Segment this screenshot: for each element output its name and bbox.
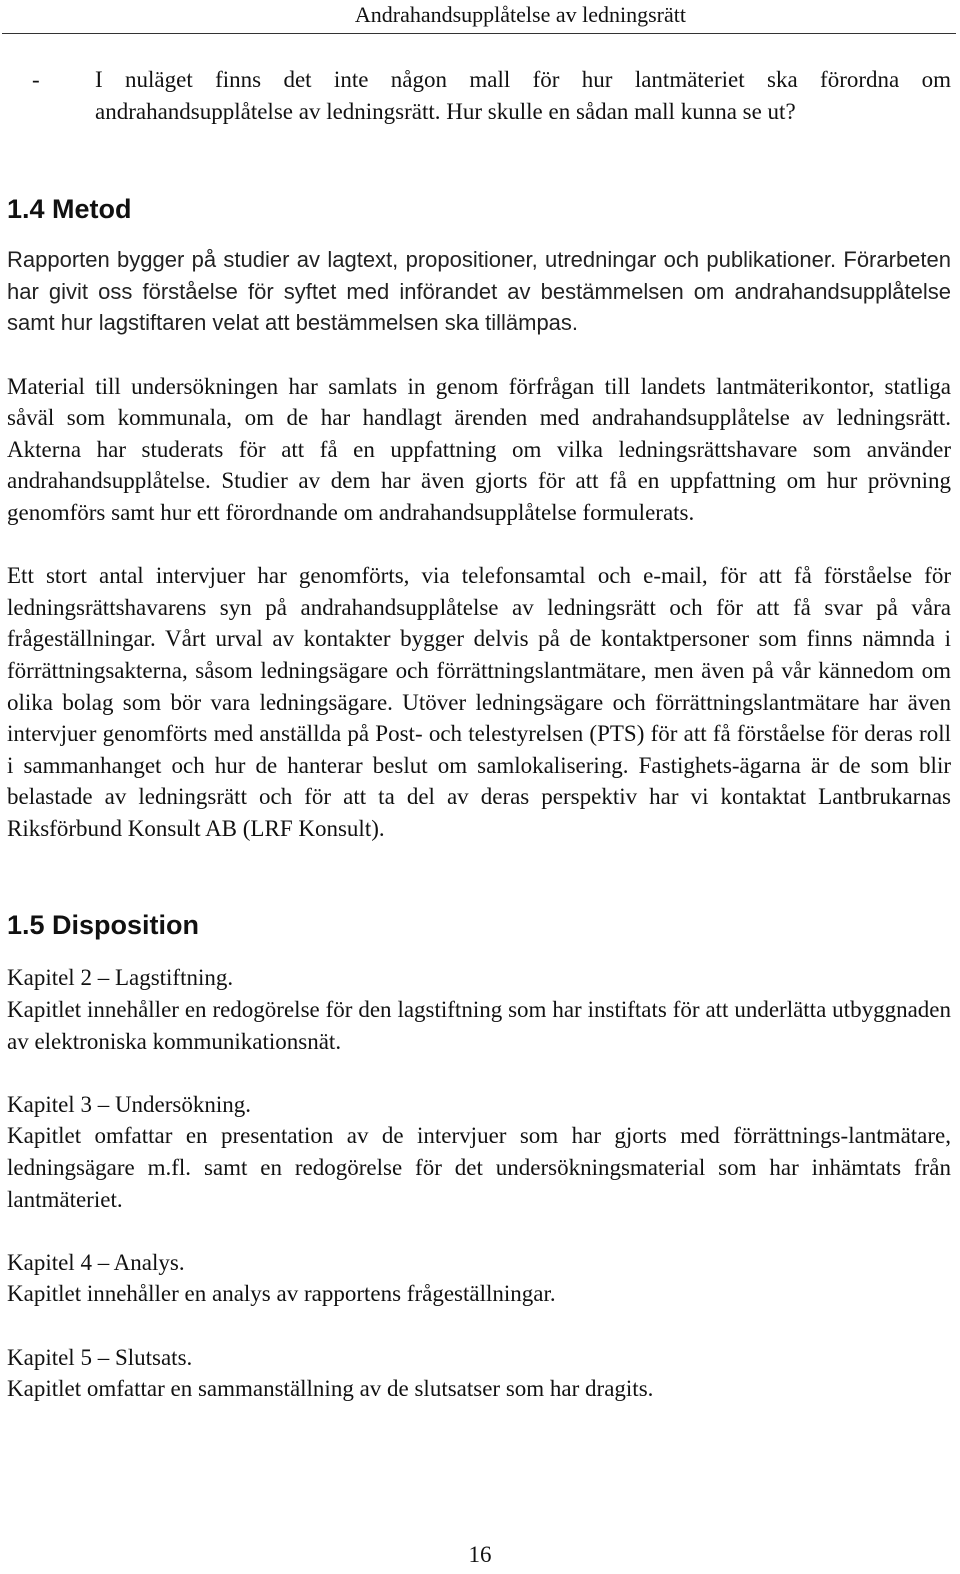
chapter-entry bbox=[7, 1089, 951, 1215]
bullet-text: I nuläget finns det inte någon mall för hur lantmäteriet ska förordna om andrahandsupplåtelse av ledningsrätt. Hur skulle en sådan mall kunna se ut? bbox=[95, 67, 951, 124]
running-header: Andrahandsupplåtelse av ledningsrätt bbox=[354, 2, 686, 27]
chapter-entry bbox=[7, 1247, 951, 1310]
chapter-title: Kapitel 3 – Undersökning. bbox=[7, 1091, 252, 1117]
page-number: 16 bbox=[468, 1542, 492, 1567]
chapter-title: Kapitel 4 – Analys. bbox=[7, 1249, 185, 1275]
section-heading-disposition: 1.5 Disposition bbox=[7, 910, 200, 941]
bullet-marker: - bbox=[32, 67, 40, 92]
chapter-description: Kapitlet omfattar en sammanställning av de slutsatser som har dragits. bbox=[7, 1376, 654, 1402]
page-body bbox=[7, 64, 951, 1405]
section-heading-metod: 1.4 Metod bbox=[7, 194, 132, 225]
paragraph-metod-interviews: Ett stort antal intervjuer har genomförts, via telefonsamtal och e-mail, för att få förståelse för ledningsrättshavarens syn på andrahandsupplåtelse av ledningsrätt och för att få svar på våra frågeställningar. Vårt urval av kontakter bygger delvis på de kontaktpersoner som finns nämnda i förrättningsakterna, såsom ledningsägare och förrättningslantmätare, men även på vår kännedom om olika bolag som bör vara ledningsägare. Utöver ledningsägare och förrättningslantmätare har även intervjuer genomförts med anställda på Post- och telestyrelsen (PTS) för att få förståelse för deras roll i sammanhanget och hur de hanterar beslut om samlokalisering. Fastighets-ägarna är de som blir belastade av ledningsrätt och för att ta del av deras perspektiv har vi kontaktat Lantbrukarnas Riksförbund Konsult AB (LRF Konsult). bbox=[7, 563, 951, 841]
paragraph-metod-sources: Rapporten bygger på studier av lagtext, propositioner, utredningar och publikationer. Förarbeten har givit oss förståelse för syftet med införandet av bestämmelsen om andrahandsupplåtelse samt hur lagstiftaren velat att bestämmelsen ska tillämpas. bbox=[7, 247, 951, 336]
chapter-description: Kapitlet omfattar en presentation av de intervjuer som har gjorts med förrättnings-lantmätare, ledningsägare m.fl. samt en redogörelse för det undersökningsmaterial som har inhämtats från lantmäteriet. bbox=[7, 1123, 951, 1212]
chapter-entry bbox=[7, 1342, 951, 1405]
chapter-entry bbox=[7, 962, 951, 1057]
chapter-title: Kapitel 5 – Slutsats. bbox=[7, 1344, 193, 1370]
chapter-title: Kapitel 2 – Lagstiftning. bbox=[7, 965, 234, 991]
bullet-item bbox=[7, 64, 951, 127]
chapter-description: Kapitlet innehåller en analys av rapportens frågeställningar. bbox=[7, 1281, 556, 1307]
header-divider bbox=[2, 33, 956, 34]
paragraph-metod-material: Material till undersökningen har samlats in genom förfrågan till landets lantmäterikontor, statliga såväl som kommunala, om de har handlagt ärenden med andrahandsupplåtelse av ledningsrätt. Akterna har studerats för att få en uppfattning om vilka ledningsrättshavare som använder andrahandsupplåtelse. Studier av dem har även gjorts för att få en uppfattning om hur prövning genomförs samt hur ett förordnande om andrahandsupplåtelse formulerats. bbox=[7, 373, 951, 525]
chapter-description: Kapitlet innehåller en redogörelse för den lagstiftning som har instiftats för att underlätta utbyggnaden av elektroniska kommunikationsnät. bbox=[7, 997, 951, 1054]
